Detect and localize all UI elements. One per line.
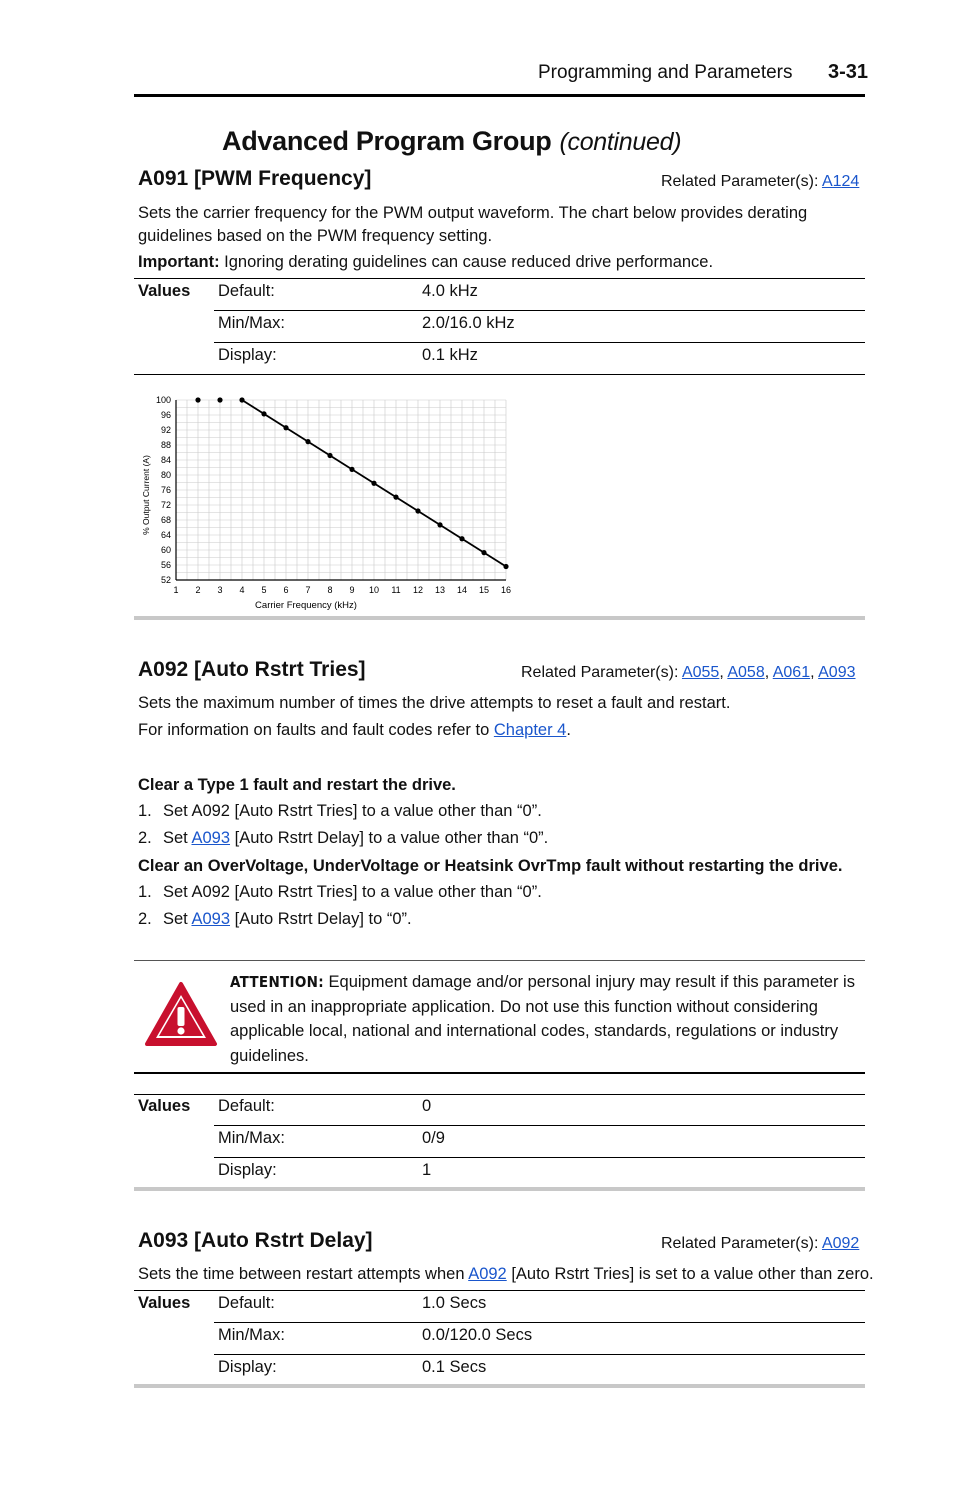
step-text: [Auto Rstrt Delay] to a value other than “0”. xyxy=(234,829,549,847)
data-point xyxy=(239,397,244,402)
link-a093[interactable]: A093 xyxy=(818,664,856,681)
value-row-label: Default: xyxy=(218,1294,275,1312)
y-tick-label: 92 xyxy=(160,425,171,435)
step-text: Set xyxy=(163,829,188,847)
table-rule xyxy=(214,342,865,343)
group-title-continued: (continued) xyxy=(559,128,682,156)
a093-title: A093 [Auto Rstrt Delay] xyxy=(138,1229,373,1252)
a091-description: Sets the carrier frequency for the PWM output waveform. The chart below provides derating guidelines based on the PWM frequency setting. xyxy=(138,204,808,245)
value-row-value: 1.0 Secs xyxy=(422,1294,487,1312)
related-label: Related Parameter(s): xyxy=(661,1235,819,1252)
y-tick-label: 76 xyxy=(160,485,171,495)
x-tick-label: 15 xyxy=(478,585,490,595)
section-rule xyxy=(134,1187,865,1191)
x-tick-label: 16 xyxy=(500,585,512,595)
x-tick-label: 12 xyxy=(412,585,424,595)
related-label: Related Parameter(s): xyxy=(661,173,819,190)
a093-related xyxy=(661,1235,859,1253)
table-rule xyxy=(214,1322,865,1323)
link-a093[interactable]: A093 xyxy=(191,910,231,928)
running-header: Programming and Parameters xyxy=(538,62,793,83)
x-tick-label: 13 xyxy=(434,585,446,595)
important-text: Ignoring derating guidelines can cause reduced drive performance. xyxy=(224,253,714,271)
x-tick-label: 1 xyxy=(173,585,179,595)
x-tick-label: 2 xyxy=(195,585,201,595)
table-rule xyxy=(214,310,865,311)
table-rule xyxy=(134,278,865,279)
data-point xyxy=(371,481,376,486)
clear1-steps xyxy=(138,798,548,852)
value-row-label: Min/Max: xyxy=(218,1326,285,1344)
link-a061[interactable]: A061 xyxy=(772,664,811,681)
link-a092[interactable]: A092 xyxy=(821,1235,860,1252)
list-item: 1. Set A092 [Auto Rstrt Tries] to a value other than “0”. xyxy=(138,802,542,820)
warning-triangle-icon xyxy=(143,980,219,1053)
page-number: 3-31 xyxy=(828,61,869,83)
list-item: 2. Set A093 [Auto Rstrt Delay] to “0”. xyxy=(138,910,412,928)
x-tick-label: 9 xyxy=(349,585,355,595)
x-tick-label: 10 xyxy=(368,585,380,595)
value-row-label: Default: xyxy=(218,282,275,300)
x-tick-label: 7 xyxy=(305,585,311,595)
x-axis-label: Carrier Frequency (kHz) xyxy=(255,600,357,611)
a091-title: A091 [PWM Frequency] xyxy=(138,167,372,190)
table-rule xyxy=(134,374,865,375)
y-tick-label: 96 xyxy=(160,410,171,420)
desc-text: Sets the time between restart attempts when xyxy=(138,1265,465,1283)
value-row-value: 0.1 kHz xyxy=(422,346,478,364)
header-rule xyxy=(134,94,865,97)
y-tick-label: 68 xyxy=(160,515,171,525)
value-row-value: 0.0/120.0 Secs xyxy=(422,1326,533,1344)
link-a058[interactable]: A058 xyxy=(727,664,765,681)
step-text: Set A092 [Auto Rstrt Tries] to a value other than “0”. xyxy=(163,802,542,820)
value-row-value: 0/9 xyxy=(422,1129,445,1147)
x-tick-label: 3 xyxy=(217,585,223,595)
table-rule xyxy=(214,1354,865,1355)
y-tick-label: 84 xyxy=(160,455,171,465)
clear1-heading: Clear a Type 1 fault and restart the drive. xyxy=(138,776,456,794)
x-tick-label: 14 xyxy=(456,585,468,595)
y-tick-label: 80 xyxy=(160,470,171,480)
list-item: 1. Set A092 [Auto Rstrt Tries] to a value other than “0”. xyxy=(138,883,542,901)
data-point xyxy=(327,453,332,458)
a092-title: A092 [Auto Rstrt Tries] xyxy=(138,658,366,681)
values-label: Values xyxy=(138,1097,191,1115)
values-label: Values xyxy=(138,1294,191,1312)
step-text: Set A092 [Auto Rstrt Tries] to a value other than “0”. xyxy=(163,883,542,901)
y-tick-label: 60 xyxy=(160,545,171,555)
related-label: Related Parameter(s): xyxy=(521,664,679,681)
a092-fault-reference xyxy=(138,719,571,742)
value-row-label: Min/Max: xyxy=(218,314,285,332)
y-tick-label: 52 xyxy=(160,575,171,585)
x-tick-label: 6 xyxy=(283,585,289,595)
y-tick-label: 56 xyxy=(160,560,171,570)
x-tick-label: 5 xyxy=(261,585,267,595)
data-point xyxy=(305,439,310,444)
a091-related xyxy=(661,173,859,191)
table-rule xyxy=(214,1157,865,1158)
data-point xyxy=(261,411,266,416)
a092-description: Sets the maximum number of times the drive attempts to reset a fault and restart. xyxy=(138,694,731,712)
data-point xyxy=(217,397,222,402)
y-tick-label: 64 xyxy=(160,530,171,540)
link-a055[interactable]: A055 xyxy=(681,664,720,681)
link-a124[interactable]: A124 xyxy=(821,173,860,190)
link-a092[interactable]: A092 xyxy=(468,1265,507,1283)
list-item: 2. Set A093 [Auto Rstrt Delay] to a value other than “0”. xyxy=(138,829,549,847)
data-point xyxy=(283,425,288,430)
value-row-label: Min/Max: xyxy=(218,1129,285,1147)
section-rule xyxy=(134,616,865,620)
clear2-steps xyxy=(138,879,542,933)
clear2-heading: Clear an OverVoltage, UnderVoltage or Heatsink OvrTmp fault without restarting the drive. xyxy=(138,857,843,875)
attention-top-rule xyxy=(134,960,865,961)
table-rule xyxy=(134,1290,865,1291)
link-a093[interactable]: A093 xyxy=(191,829,231,847)
value-row-value: 0 xyxy=(422,1097,432,1115)
x-tick-label: 11 xyxy=(391,585,401,595)
group-title xyxy=(222,126,681,157)
data-point xyxy=(503,564,508,569)
y-axis-label: % Output Current (A) xyxy=(141,455,151,535)
value-row-value: 1 xyxy=(422,1161,432,1179)
step-text: Set xyxy=(163,910,188,928)
data-point xyxy=(437,522,442,527)
attention-text-block xyxy=(230,970,858,1068)
a091-important xyxy=(138,251,713,274)
attention-bottom-rule xyxy=(134,1072,865,1074)
data-point xyxy=(195,397,200,402)
value-row-label: Default: xyxy=(218,1097,275,1115)
group-title-main: Advanced Program Group xyxy=(222,126,552,156)
a092-related: Related Parameter(s): A055, A058, A061, A093 xyxy=(521,664,856,681)
y-tick-label: 100 xyxy=(155,395,171,405)
value-row-value: 2.0/16.0 kHz xyxy=(422,314,515,332)
fault-ref-text: For information on faults and fault codes refer to xyxy=(138,721,490,739)
value-row-label: Display: xyxy=(218,1161,277,1179)
important-label: Important: xyxy=(138,253,220,271)
derating-chart xyxy=(134,390,534,615)
section-rule xyxy=(134,1384,865,1388)
link-chapter-4[interactable]: Chapter 4 xyxy=(493,721,567,739)
value-row-label: Display: xyxy=(218,1358,277,1376)
data-point xyxy=(481,550,486,555)
table-rule xyxy=(134,1094,865,1095)
value-row-value: 4.0 kHz xyxy=(422,282,478,300)
values-label: Values xyxy=(138,282,191,300)
desc-text: [Auto Rstrt Tries] is set to a value other than zero. xyxy=(511,1265,874,1283)
value-row-value: 0.1 Secs xyxy=(422,1358,487,1376)
fault-ref-period: . xyxy=(566,721,571,739)
a093-description xyxy=(138,1263,874,1286)
x-tick-label: 8 xyxy=(327,585,333,595)
data-point xyxy=(415,508,420,513)
y-tick-label: 88 xyxy=(160,440,171,450)
x-tick-label: 4 xyxy=(239,585,245,595)
attention-text: Equipment damage and/or personal injury may result if this parameter is used in an inappropriate application. Do not use this function without considering applicable local, national and international codes, standards, regulations or industry guidelines. xyxy=(230,973,855,1065)
data-point xyxy=(349,467,354,472)
value-row-label: Display: xyxy=(218,346,277,364)
step-text: [Auto Rstrt Delay] to “0”. xyxy=(234,910,412,928)
y-tick-label: 72 xyxy=(160,500,171,510)
data-point xyxy=(393,495,398,500)
data-point xyxy=(459,536,464,541)
attention-label: ATTENTION: xyxy=(230,973,324,991)
table-rule xyxy=(214,1125,865,1126)
